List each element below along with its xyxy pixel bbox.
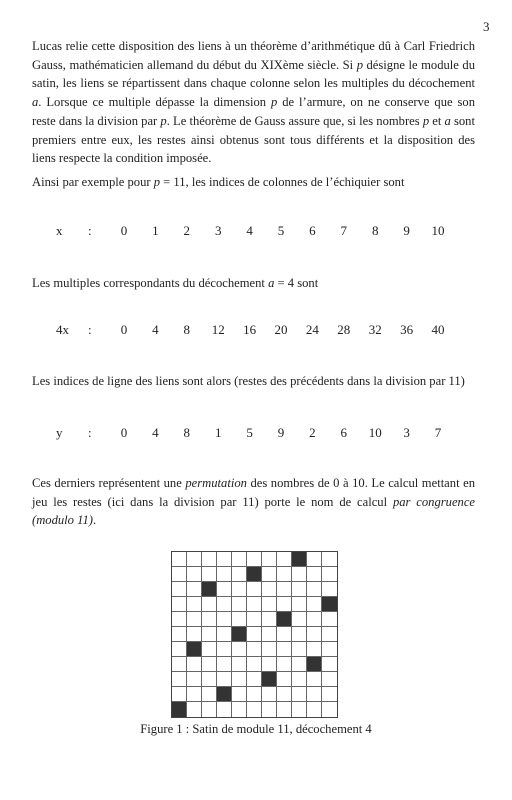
text-run: . [92,513,97,528]
grid-cell [217,582,232,597]
sequence-value: 3 [214,223,222,238]
grid-cell [247,642,262,657]
grid-cell [202,612,217,627]
grid-cell [307,687,322,702]
sequence-x-values [116,223,446,241]
sequence-x-label: x [56,223,63,238]
satin-link-cell [292,552,307,567]
grid-cell [217,672,232,687]
grid-cell [187,552,202,567]
grid-cell [187,672,202,687]
sequence-value: 8 [371,223,379,238]
sequence-value: 24 [305,322,319,337]
italic-text: p [153,175,161,189]
grid-cell [202,642,217,657]
grid-cell [262,657,277,672]
grid-cell [292,627,307,642]
grid-cell [187,567,202,582]
grid-cell [307,627,322,642]
sequence-y-colon: : [88,425,92,440]
grid-cell [262,612,277,627]
grid-cell [247,552,262,567]
grid-cell [307,567,322,582]
grid-cell [322,657,337,672]
sequence-value: 20 [274,322,288,337]
italic-text: par congruence (modulo 11) [32,494,476,528]
grid-cell [322,672,337,687]
figure-caption: Figure 1 : Satin de module 11, décochement 4 [140,722,372,736]
grid-cell [187,597,202,612]
grid-cell [202,687,217,702]
grid-cell [292,612,307,627]
sequence-value: 4 [152,425,159,440]
sequence-value: 28 [337,322,351,337]
italic-text: p [271,95,278,110]
grid-cell [247,672,262,687]
grid-cell [202,567,217,582]
sequence-value: 16 [243,322,257,337]
grid-cell [247,687,262,702]
sequence-x-colon: : [88,223,92,238]
grid-cell [172,582,187,597]
grid-cell [217,552,232,567]
text-run: Ces derniers représentent une [32,476,186,490]
grid-cell [172,672,187,687]
grid-cell [187,702,202,717]
grid-cell [202,702,217,717]
grid-cell [172,597,187,612]
grid-cell [172,627,187,642]
italic-text: p [160,113,167,128]
text-run: Ainsi par exemple pour [32,175,154,189]
grid-cell [292,642,307,657]
italic-text: permutation [185,476,247,490]
grid-cell [217,702,232,717]
sequence-value: 5 [246,425,253,440]
satin-figure [171,551,338,718]
grid-cell [322,702,337,717]
text-run: Les indices de ligne des liens sont alors (restes des précédents dans la division par 11) [32,374,465,388]
sequence-value: 6 [340,425,348,440]
sequence-value: 32 [368,322,382,337]
grid-cell [262,567,277,582]
sequence-y-label: y [56,425,63,440]
page-number: 3 [483,19,490,34]
grid-cell [277,597,292,612]
italic-text: a [268,276,275,290]
grid-cell [247,582,262,597]
grid-cell [307,552,322,567]
grid-cell [187,582,202,597]
sequence-value: 40 [431,322,445,337]
text-run: et [429,113,445,128]
grid-cell [277,567,292,582]
italic-text: a [444,113,451,128]
grid-cell [172,657,187,672]
grid-cell [172,552,187,567]
sequence-value: 0 [120,223,128,238]
text-run: Lucas relie cette disposition des liens à un théorème d’arithmétique dû à Carl Friedrich Gauss, mathématicien allemand du début du XIXème siècle. Si [32,39,475,72]
grid-cell [292,702,307,717]
text-run: . Lorsque ce multiple dépasse la dimension [38,95,271,110]
grid-cell [232,567,247,582]
grid-cell [277,627,292,642]
grid-cell [232,687,247,702]
sequence-value: 7 [434,425,442,440]
grid-cell [172,567,187,582]
grid-cell [187,612,202,627]
satin-link-cell [307,657,322,672]
grid-cell [202,627,217,642]
grid-cell [277,642,292,657]
grid-cell [247,597,262,612]
sequence-value: 8 [183,322,191,337]
grid-cell [187,687,202,702]
satin-link-cell [202,582,217,597]
sequence-value: 1 [152,223,159,238]
sequence-value: 2 [183,223,191,238]
grid-cell [292,687,307,702]
sequence-value: 0 [120,322,128,337]
satin-link-cell [217,687,232,702]
sequence-value: 9 [277,425,285,440]
satin-grid [172,552,337,717]
grid-cell [262,642,277,657]
grid-cell [202,672,217,687]
sequence-value: 3 [403,425,410,440]
grid-cell [232,702,247,717]
italic-text: a [32,95,39,110]
sequence-value: 10 [368,425,382,440]
grid-cell [262,582,277,597]
paragraph-row-indices-intro [32,372,475,391]
text-run: sont premiers entre eux, les restes ainsi obtenus sont tous différents et la disposition des liens respecte la condition imposée. [32,113,475,166]
text-run: de l’armure, on ne conserve que son reste dans la division par [32,95,475,128]
sequence-4x-label: 4x [56,322,69,337]
sequence-value: 9 [403,223,410,238]
sequence-value: 8 [183,425,191,440]
italic-text: p [356,57,363,72]
grid-cell [202,552,217,567]
grid-cell [307,642,322,657]
paragraph-column-indices-intro [32,173,475,192]
satin-link-cell [277,612,292,627]
sequence-value: 0 [120,425,128,440]
grid-cell [292,582,307,597]
grid-cell [217,597,232,612]
grid-cell [277,552,292,567]
grid-cell [322,627,337,642]
grid-cell [307,702,322,717]
satin-link-cell [172,702,187,717]
grid-cell [232,612,247,627]
sequence-value: 4 [246,223,253,238]
grid-cell [277,687,292,702]
sequence-4x-colon: : [88,322,92,337]
grid-cell [292,657,307,672]
grid-cell [307,612,322,627]
sequence-value: 6 [309,223,316,238]
grid-cell [277,672,292,687]
italic-text: p [422,113,430,128]
grid-cell [262,552,277,567]
satin-link-cell [262,672,277,687]
grid-cell [232,642,247,657]
grid-cell [322,552,337,567]
grid-cell [277,657,292,672]
grid-cell [172,687,187,702]
grid-cell [277,702,292,717]
paragraph-gauss-theorem [32,37,475,168]
sequence-value: 12 [211,322,225,337]
text-run: = 4 sont [274,276,319,290]
grid-cell [277,582,292,597]
sequence-4x-values [116,322,446,340]
grid-cell [322,612,337,627]
sequence-value: 4 [152,322,159,337]
grid-cell [232,657,247,672]
grid-cell [292,567,307,582]
text-run: = 11, les indices de colonnes de l’échiquier sont [160,175,405,189]
sequence-value: 36 [400,322,414,337]
satin-link-cell [247,567,262,582]
sequence-value: 1 [214,425,222,440]
grid-cell [247,612,262,627]
grid-cell [217,612,232,627]
grid-cell [322,642,337,657]
paragraph-multiples-intro [32,274,475,293]
grid-cell [247,627,262,642]
sequence-value: 5 [277,223,285,238]
grid-cell [322,687,337,702]
grid-cell [232,597,247,612]
grid-cell [202,597,217,612]
grid-cell [247,702,262,717]
sequence-value: 2 [309,425,316,440]
grid-cell [217,627,232,642]
grid-cell [187,657,202,672]
grid-cell [232,672,247,687]
grid-cell [232,552,247,567]
grid-cell [172,612,187,627]
grid-cell [217,642,232,657]
grid-cell [307,672,322,687]
grid-cell [292,672,307,687]
grid-cell [307,582,322,597]
satin-link-cell [232,627,247,642]
text-run: des nombres de 0 à 10. Le calcul mettant en jeu les restes (ici dans la division par 11) porte le nom de calcul [32,476,475,509]
text-run: désigne le module du satin, les liens se répartissent dans chaque colonne selon les multiples du décochement [32,57,475,91]
grid-cell [307,597,322,612]
grid-cell [322,567,337,582]
satin-link-cell [187,642,202,657]
grid-cell [322,582,337,597]
grid-cell [217,657,232,672]
grid-cell [172,642,187,657]
paragraph-permutation-congruence [32,474,475,530]
grid-cell [292,597,307,612]
sequence-y-values [116,425,446,443]
grid-cell [232,582,247,597]
sequence-value: 10 [431,223,445,238]
grid-cell [187,627,202,642]
text-run: . Le théorème de Gauss assure que, si les nombres [166,113,423,128]
grid-cell [262,627,277,642]
grid-cell [247,657,262,672]
text-run: Les multiples correspondants du décochement [32,276,269,290]
grid-cell [202,657,217,672]
satin-link-cell [322,597,337,612]
grid-cell [262,687,277,702]
grid-cell [262,702,277,717]
grid-cell [217,567,232,582]
sequence-value: 7 [340,223,348,238]
grid-cell [262,597,277,612]
